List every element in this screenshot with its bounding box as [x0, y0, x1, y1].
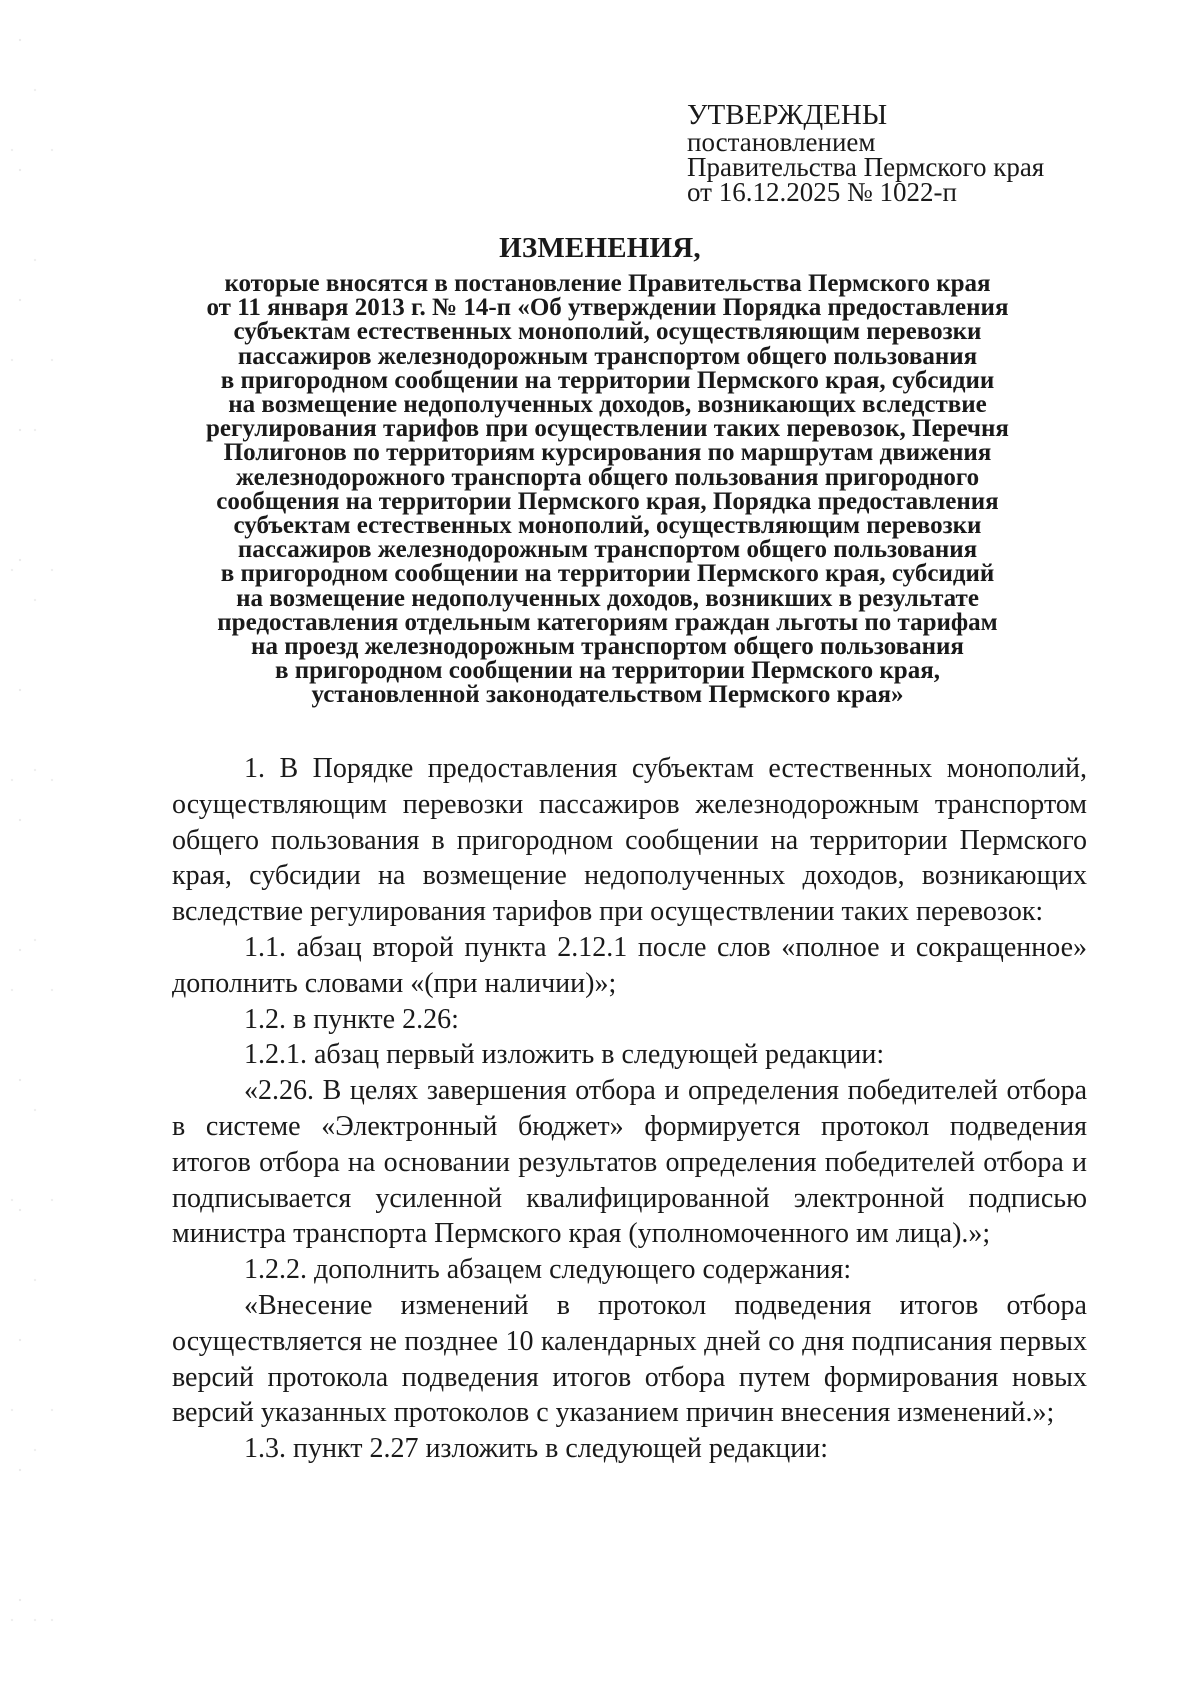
- subtitle-line: Полигонов по территориям курсирования по маршрутам движения: [223, 439, 992, 467]
- approval-title: УТВЕРЖДЕНЫ: [687, 99, 888, 131]
- document-subtitle: [150, 272, 1065, 708]
- body-paragraph: 1.3. пункт 2.27 изложить в следующей редакции:: [244, 1433, 828, 1465]
- approval-block: [687, 100, 1107, 205]
- subtitle-line: пассажиров железнодорожным транспортом общего пользования: [237, 342, 978, 370]
- body-paragraph: «2.26. В целях завершения отбора и определения победителей отбора в системе «Электронный бюджет» формируется протокол подведения итогов отбора на основании результатов определения победителей отбора и подписывается усиленной квалифицированной электронной подписью министра транспорта Пермского края (уполномоченного им лица).»;: [172, 1075, 1087, 1250]
- subtitle-line: предоставления отдельным категориям граждан льготы по тарифам: [217, 608, 998, 636]
- subtitle-line: субъектам естественных монополий, осуществляющим перевозки: [233, 512, 982, 540]
- approval-line: Правительства Пермского края: [687, 152, 1045, 182]
- body-paragraph: 1.2.1. абзац первый изложить в следующей редакции:: [244, 1039, 885, 1071]
- subtitle-line: в пригородном сообщении на территории Пермского края, субсидий: [220, 560, 995, 588]
- subtitle-line: субъектам естественных монополий, осуществляющим перевозки: [233, 318, 982, 346]
- body-paragraph: «Внесение изменений в протокол подведения итогов отбора осуществляется не позднее 10 календарных дней со дня подписания первых версий протокола подведения итогов отбора путем формирования новых версий указанных протоколов с указанием причин внесения изменений.»;: [172, 1289, 1087, 1429]
- body-paragraph: 1. В Порядке предоставления субъектам естественных монополий, осуществляющим перевозки пассажиров железнодорожным транспортом общего пользования в пригородном сообщении на территории Пермского края, субсидии на возмещение недополученных доходов, возникающих вследствие регулирования тарифов при осуществлении таких перевозок:: [172, 753, 1087, 928]
- body-paragraph: 1.2.2. дополнить абзацем следующего содержания:: [244, 1254, 852, 1286]
- scan-edge-artifacts: [0, 0, 60, 1700]
- approval-line: постановлением: [687, 127, 876, 157]
- subtitle-line: регулирования тарифов при осуществлении таких перевозок, Перечня: [206, 415, 1009, 443]
- subtitle-line: железнодорожного транспорта общего пользования пригородного: [235, 463, 980, 491]
- body-paragraph: 1.2. в пункте 2.26:: [244, 1003, 459, 1035]
- subtitle-line: которые вносятся в постановление Правительства Пермского края: [224, 270, 991, 297]
- subtitle-line: пассажиров железнодорожным транспортом общего пользования: [237, 536, 978, 564]
- subtitle-line: в пригородном сообщении на территории Пермского края, субсидии: [220, 366, 995, 394]
- subtitle-line: на возмещение недополученных доходов, возникающих вследствие: [228, 391, 987, 419]
- approval-date-number: от 16.12.2025 № 1022-п: [687, 177, 957, 207]
- subtitle-line: на возмещение недополученных доходов, возникших в результате: [236, 584, 979, 612]
- subtitle-line: от 11 января 2013 г. № 14-п «Об утверждении Порядка предоставления: [206, 294, 1009, 322]
- subtitle-line: сообщения на территории Пермского края, Порядка предоставления: [216, 487, 999, 515]
- subtitle-line: установленной законодательством Пермского края»: [311, 681, 904, 709]
- subtitle-line: на проезд железнодорожным транспортом общего пользования: [251, 633, 964, 661]
- document-body: [172, 751, 1087, 1467]
- subtitle-line: в пригородном сообщении на территории Пермского края,: [275, 657, 940, 685]
- document-title: ИЗМЕНЕНИЯ,: [499, 232, 701, 264]
- body-paragraph: 1.1. абзац второй пункта 2.12.1 после слов «полное и сокращенное» дополнить словами «(при наличии)»;: [172, 931, 1087, 999]
